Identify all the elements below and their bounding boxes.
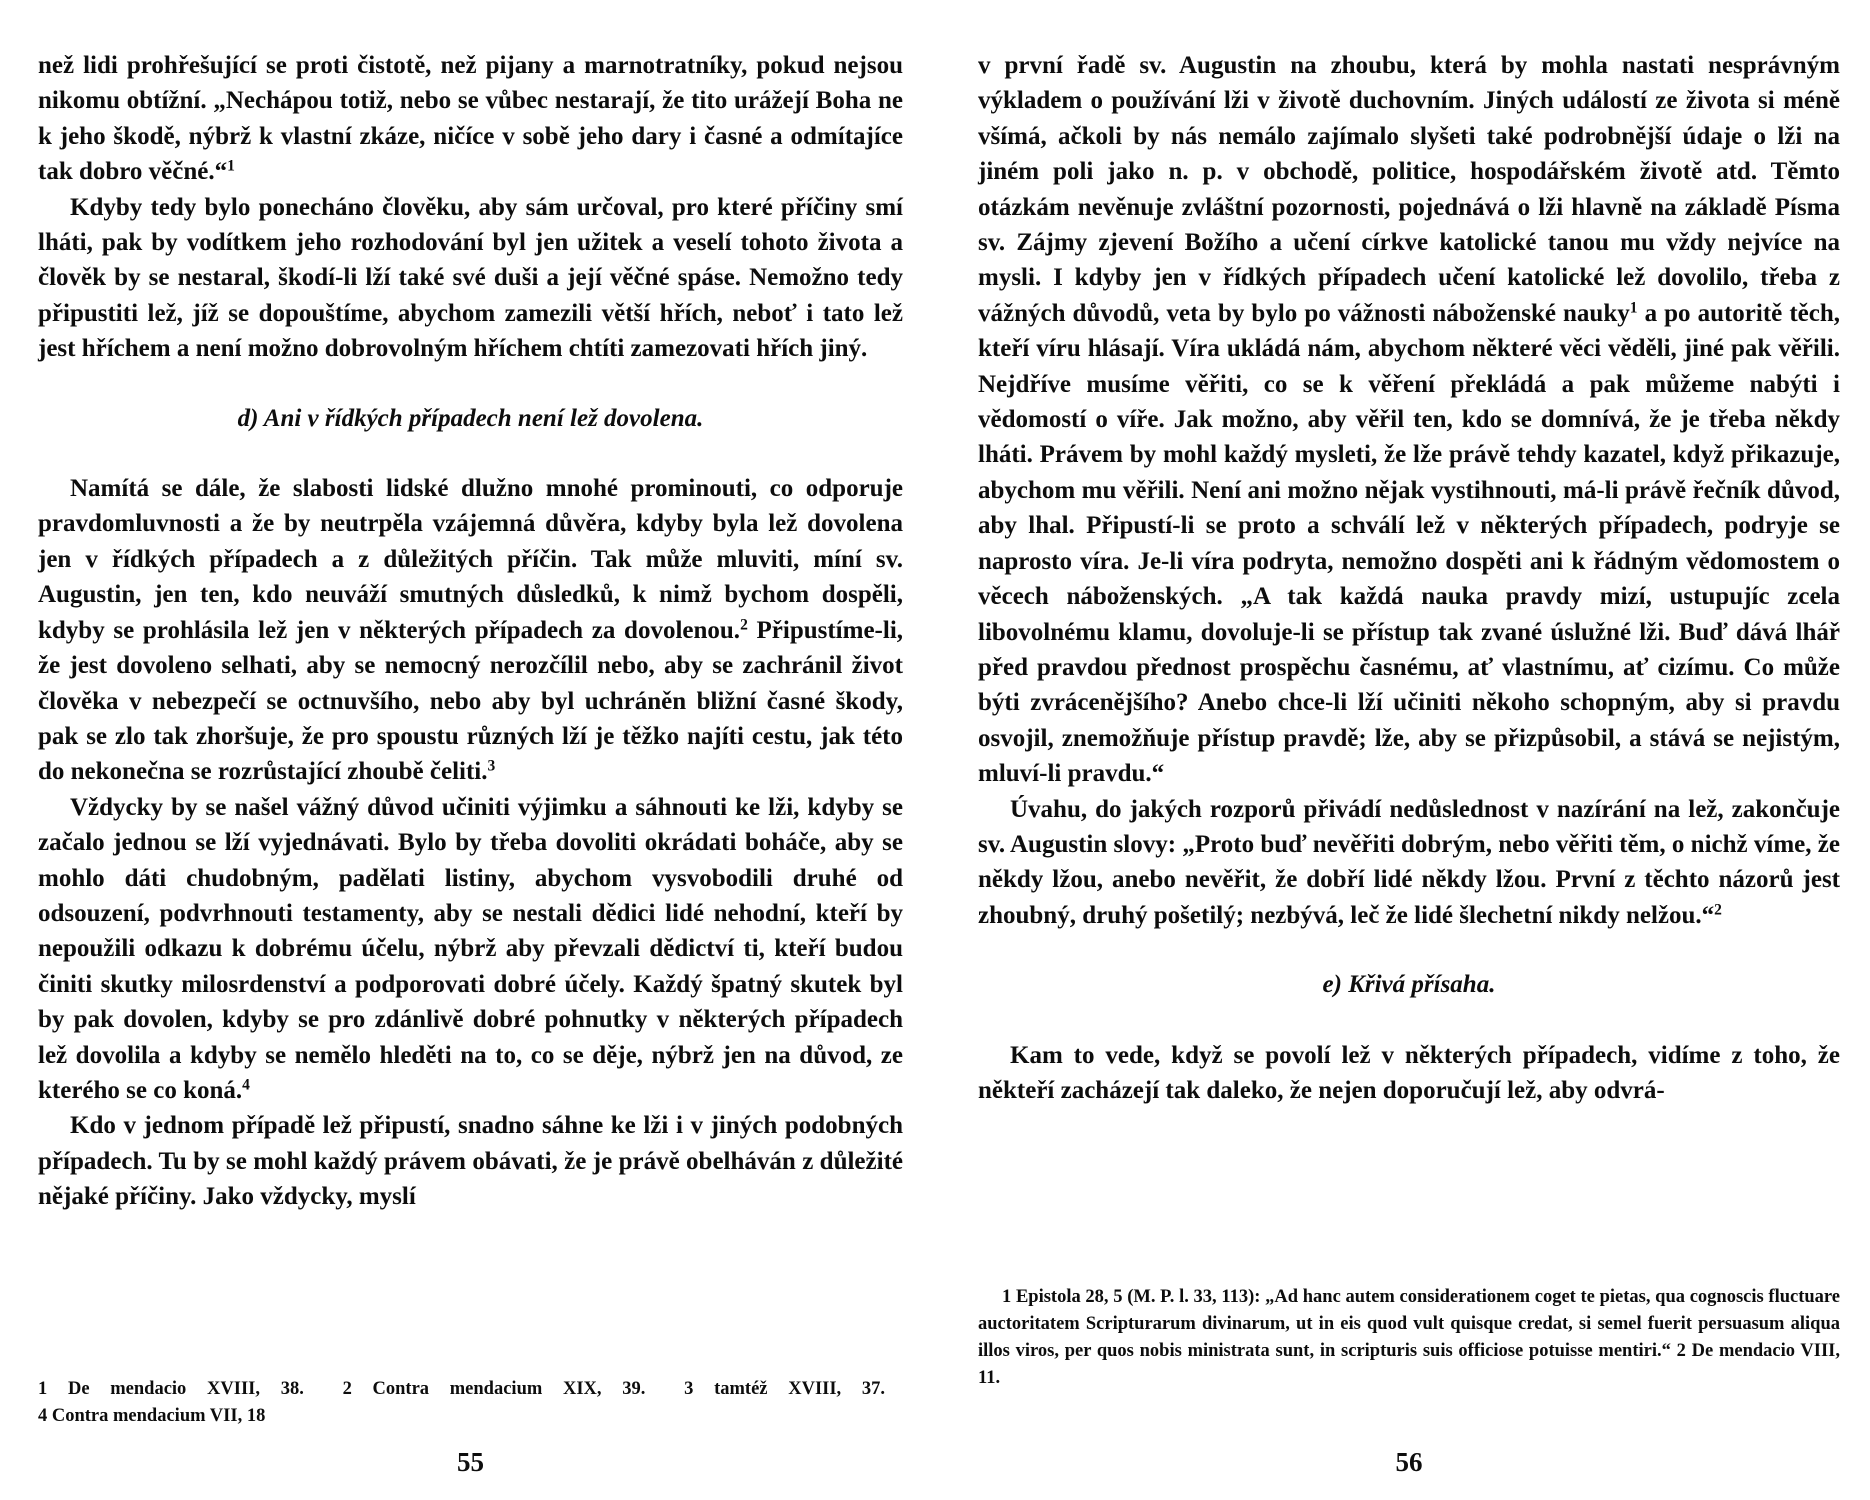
- footnotes: [38, 1376, 903, 1430]
- footnotes: [978, 1284, 1840, 1392]
- footnote-ref: 1: [227, 157, 235, 175]
- footnote: 2 Contra mendacium XIX, 39.: [342, 1379, 646, 1399]
- footnote-text: 2 De mendacio VIII, 11.: [978, 1341, 1841, 1388]
- footnote: 1 De mendacio XVIII, 38.: [38, 1379, 304, 1399]
- paragraph: Kdyby tedy bylo ponecháno člověku, aby sám určoval, pro které příčiny smí lháti, pak by vodítkem jeho rozhodování byl jen užitek a veselí tohoto života a člověk by se nestaral, škodí-li lží také své duši a její věčné spáse. Nemožno tedy připustiti lež, jíž se dopouštíme, abychom zamezili větší hřích, neboť i tato lež jest hříchem a není možno dobrovolným hříchem chtíti zamezovati hřích jiný.: [38, 193, 903, 363]
- paragraph: Kam to vede, když se povolí lež v některých případech, vidíme z toho, že někteří zacházejí tak daleko, že nejen doporučují lež, aby odvrá-: [978, 1041, 1840, 1104]
- section-heading: e) Křivá přísaha.: [1322, 971, 1496, 999]
- paragraph-text: Připustíme-li, že jest dovoleno selhati, aby se nemocný nerozčílil nebo, aby se zachránil život člověka v nebezpečí se octnuvšího, nebo aby byl uchráněn bližní časné škody, pak se zlo tak zhoršuje, že pro spoustu různých lží je těžko najíti cestu, jak této do nekonečna se rozrůstající zhoubě čeliti.: [38, 616, 904, 786]
- paragraph: [978, 792, 1840, 934]
- section-heading: d) Ani v řídkých případech není lež dovolena.: [237, 404, 704, 432]
- footnote-list: [38, 1376, 903, 1430]
- footnote-ref: 2: [1714, 901, 1722, 919]
- footnote: [978, 1284, 1840, 1392]
- footnote: 4 Contra mendacium VII, 18: [38, 1406, 266, 1426]
- paragraph-text: než lidi prohřešující se proti čistotě, než pijany a marnotratníky, pokud nejsou nikomu obtížní. „Nechápou totiž, nebo se vůbec nestarají, že tito urážejí Boha ne k jeho škodě, nýbrž k vlastní zkáze, ničíce v sobě jeho dary i časné a odmítajíce tak dobro věčné.“: [38, 52, 903, 186]
- paragraph-text: a po autoritě těch, kteří víru hlásají. Víra ukládá nám, abychom některé věci věděli, jiné pak věřili. Nejdříve musíme věřiti, co se k věření překládá a pak můžeme nabýti i vědomostí o víře. Jak možno, aby věřil ten, kdo se domnívá, že je třeba někdy lháti. Právem by mohl každý mysleti, že lže právě tehdy kazatel, když přikazuje, abychom mu věřili. Není ani možno nějak vystihnouti, má-li právě řečník důvod, aby lhal. Připustí-li se proto a schválí lež v některých případech, podryje se naprosto víra. Je-li víra podryta, nemožno dospěti ani k řádným vědomostem o věcech náboženských. „A tak každá nauka pravdy mizí, ustupujíc zcela libovolnému klamu, dovoluje-li se přístup tak zvané úslužné lži. Buď dává lhář před pravdou přednost prospěchu časnému, ať vlastnímu, ať cizímu. Co může býti zvrácenějšího? Anebo chce-li lží učiniti někoho schopným, aby si pravdu osvojil, znemožňuje přístup pravdě; lže, aby se přizpůsobil, a stává se nejistým, mluví-li pravdu.“: [978, 299, 1840, 788]
- paragraph: Kdo v jednom případě lež připustí, snadno sáhne ke lži i v jiných podobných případech. Tu by se mohl každý právem obávati, že je právě obelháván z důležité nějaké příčiny. Jako vždycky, myslí: [38, 1112, 903, 1211]
- paragraph-text: v první řadě sv. Augustin na zhoubu, která by mohla nastati nesprávným výkladem o používání lži v životě duchovním. Jiných událostí ze života si méně všímá, ačkoli by nás nemálo zajímalo slyšeti také podrobnější údaje o lži na jiném poli jako n. p. v obchodě, politice, hospodářském životě atd. Těmto otázkám nevěnuje zvláštní pozornosti, pojednává o lži hlavně na základě Písma sv. Zájmy zjevení Božího a učení církve katolické tanou mu vždy nejvíce na mysli. I kdyby jen v řídkých případech učení katolické lež dovolilo, třeba z vážných důvodů, veta by bylo po vážnosti náboženské nauky: [978, 52, 1840, 327]
- footnote-ref: 2: [740, 616, 748, 634]
- footnote-ref: 4: [242, 1076, 250, 1094]
- paragraph: [978, 48, 1840, 792]
- footnote: 3 tamtéž XVIII, 37.: [684, 1379, 886, 1399]
- left-page-text: [38, 48, 903, 1215]
- left-page: [38, 0, 903, 1500]
- footnote-ref: 3: [487, 757, 496, 775]
- paragraph: [38, 790, 903, 1109]
- paragraph-text: Vždycky by se našel vážný důvod učiniti výjimku a sáhnouti ke lži, kdyby se začalo jednou se lží vyjednávati. Bylo by třeba dovoliti okrádati boháče, aby se mohlo dáti chudobným, padělati listiny, abychom vysvobodili druhé od odsouzení, podvrhnouti testamenty, aby se nestali dědici lidé nehodní, kteří by nepoužili odkazu k dobrému účelu, nýbrž aby převzali dědictví ti, kteří budou činiti skutky milosrdenství a podporovati dobré účely. Každý špatný skutek byl by pak dovolen, kdyby se pro zdánlivě dobré pohnutky v některých případech lež dovolila a kdyby se nemělo hleděti na to, co se děje, nýbrž jen na důvod, ze kterého se co koná.: [38, 793, 903, 1104]
- page-number: 56: [1395, 1447, 1423, 1477]
- paragraph: [38, 48, 903, 190]
- paragraph-text: Úvahu, do jakých rozporů přivádí nedůslednost v nazírání na lež, zakončuje sv. Augustin slovy: „Proto buď nevěřiti dobrým, nebo věřiti těm, o nichž víme, že někdy lžou, anebo nevěřit, že dobří lidé někdy lžou. První z těchto názorů jest zhoubný, druhý pošetilý; nezbývá, leč že lidé šlechetní nikdy nelžou.“: [978, 795, 1840, 929]
- footnote-text: 1 Epistola 28, 5 (M. P. l. 33, 113): „Ad hanc autem considerationem coget te pietas, qua cognoscis fluctuare auctoritatem Scripturarum divinarum, ut in eis quod vult quisque credat, si semel fuerit persuasum aliqua illos viros, per quos nobis ministrata sunt, in scripturis suis officiose potuisse mentiri.“: [978, 1287, 1840, 1361]
- paragraph-text: Namítá se dále, že slabosti lidské dlužno mnohé prominouti, co odporuje pravdomluvnosti a že by neutrpěla vzájemná důvěra, kdyby byla lež dovolena jen v řídkých případech a z důležitých příčin. Tak může mluviti, míní sv. Augustin, jen ten, kdo neuváží smutných důsledků, k nimž bychom dospěli, kdyby se prohlásila lež jen v některých případech za dovolenou.: [38, 475, 903, 644]
- paragraph: [38, 471, 903, 790]
- right-page-text: [978, 48, 1840, 1108]
- page-number: 55: [457, 1447, 484, 1477]
- footnote-ref: 1: [1629, 299, 1638, 317]
- right-page: [978, 0, 1840, 1500]
